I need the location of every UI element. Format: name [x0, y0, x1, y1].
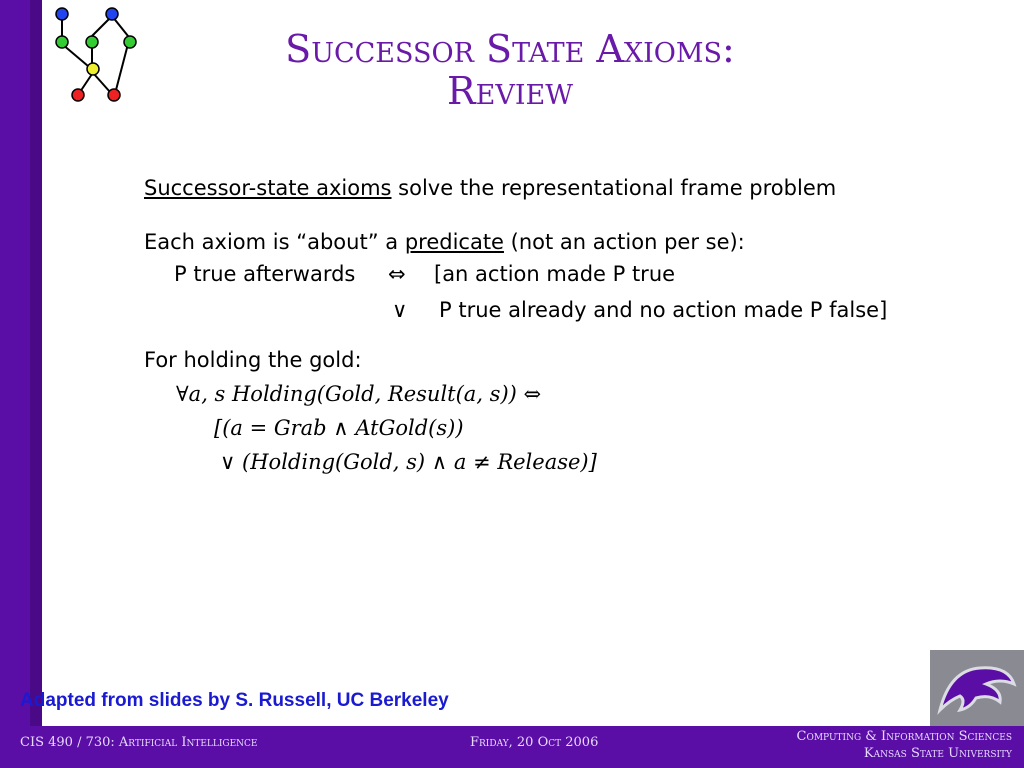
formula-line-2: [(a = Grab ∧ AtGold(s)): [214, 416, 464, 440]
slide-title: [180, 28, 840, 112]
left-sidebar-bar: [0, 0, 42, 768]
rule-left-side: P true afterwards: [174, 262, 356, 286]
underlined-term-predicate: predicate: [404, 230, 504, 254]
footer-course: CIS 490 / 730: Artificial Intelligence: [20, 735, 258, 750]
slide-title-line2: Review: [447, 69, 573, 113]
paragraph-frame-problem-text: solve the representational frame problem: [391, 176, 837, 200]
footer-date: Friday, 20 Oct 2006: [470, 735, 599, 750]
paragraph-about-predicate: [144, 230, 745, 254]
underlined-term-successor-state-axioms: Successor-state axioms: [144, 176, 392, 200]
paragraph-frame-problem: [144, 176, 836, 200]
rule-right-side-2: P true already and no action made P false]: [439, 298, 888, 322]
paragraph-holding-gold: For holding the gold:: [144, 348, 362, 372]
attribution-text: Adapted from slides by S. Russell, UC Berkeley: [20, 690, 449, 711]
kstate-wildcat-logo-icon: [930, 650, 1024, 726]
bayes-network-logo-icon: [48, 6, 144, 106]
formula-line-1: ∀a, s Holding(Gold, Result(a, s)) ⇔: [176, 382, 542, 406]
rule-right-side-1: [an action made P true: [434, 262, 676, 286]
or-symbol: ∨: [392, 298, 408, 322]
paragraph-about-text-b: (not an action per se):: [503, 230, 745, 254]
paragraph-about-text-a: Each axiom is “about” a: [144, 230, 405, 254]
footer-university: Kansas State University: [863, 746, 1012, 761]
slide-title-line1: Successor State Axioms:: [285, 27, 735, 71]
formula-line-3: ∨ (Holding(Gold, s) ∧ a ≠ Release)]: [220, 450, 597, 474]
footer-department: Computing & Information Sciences: [796, 729, 1012, 744]
iff-symbol: ⇔: [388, 262, 406, 286]
